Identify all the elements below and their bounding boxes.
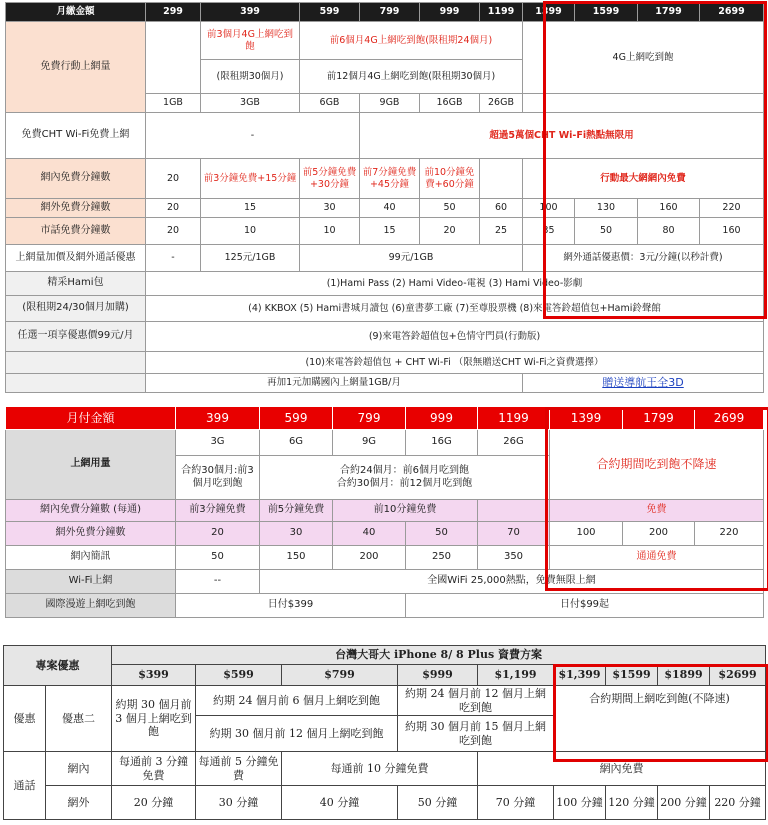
offnet-value: 50 (406, 522, 478, 546)
local-label: 市話免費分鐘數 (6, 218, 146, 245)
local-value: 50 (575, 218, 638, 245)
price-cell: $799 (282, 665, 398, 686)
offnet-value: 40 分鐘 (282, 786, 398, 820)
promo-599-line2: 前12個月4G上網吃到飽(限租期30個月) (300, 60, 523, 94)
price-cell: $2699 (710, 665, 766, 686)
price-cell: $1,399 (554, 665, 606, 686)
roam-value: 日付$99起 (406, 594, 764, 618)
sms-label: 網內簡訊 (6, 546, 176, 570)
sms-value: 200 (333, 546, 406, 570)
offnet-value: 20 (176, 522, 260, 546)
promo-30-month-b: 約期 30 個月前 15 個月上網吃到飽 (398, 716, 554, 752)
header-cell: 1799 (638, 3, 700, 22)
offnet-value: 70 (478, 522, 550, 546)
table2-header-row (6, 407, 764, 430)
onnet-value: 每通前 10 分鐘免費 (282, 752, 478, 786)
promo-599-line2: 合約30個月：前12個月吃到飽 (336, 477, 473, 489)
data-amount: 6GB (300, 94, 360, 113)
onnet-value: 前3分鐘免費+15分鐘 (201, 159, 300, 199)
promo-24-month-b: 約期 24 個月前 12 個月上網吃到飽 (398, 686, 554, 716)
wifi-high: 超過5萬個CHT Wi-Fi熱點無限用 (360, 113, 764, 159)
header-cell: 299 (146, 3, 201, 22)
hami-item: (4) KKBOX (5) Hami書城月讀包 (6)童書夢工廠 (7)至尊股票機 (8)來電答鈴超值包+Hami鈴聲館 (146, 296, 764, 322)
offnet-value: 130 (575, 199, 638, 218)
offnet-label: 網外 (46, 786, 112, 820)
sms-value: 350 (478, 546, 550, 570)
onnet-label: 網內 (46, 752, 112, 786)
promo-30-month: 約期 30 個月前 12 個月上網吃到飽 (196, 716, 398, 752)
offnet-value: 160 (638, 199, 700, 218)
wifi-value: 全國WiFi 25,000熱點，免費無限上網 (260, 570, 764, 594)
unlimited-4g: 4G上網吃到飽 (523, 22, 764, 94)
promo-599-line1: 前6個月4G上網吃到飽(限租期24個月) (300, 22, 523, 60)
onnet-value: 20 (146, 159, 201, 199)
offnet-label: 網外免費分鐘數 (6, 522, 176, 546)
header-cell: 799 (333, 407, 406, 430)
data-amount: 3GB (201, 94, 300, 113)
empty-cell (146, 22, 201, 94)
offnet-value: 40 (360, 199, 420, 218)
offnet-value: 200 分鐘 (658, 786, 710, 820)
onnet-free: 免費 (550, 500, 764, 522)
extra-value: 125元/1GB (201, 245, 300, 272)
table3-title: 台灣大哥大 iPhone 8/ 8 Plus 資費方案 (112, 646, 766, 665)
empty-cell (6, 374, 146, 393)
wifi-label: Wi-Fi上網 (6, 570, 176, 594)
header-cell: 599 (260, 407, 333, 430)
data-amount: 9GB (360, 94, 420, 113)
table1-header-row (6, 3, 764, 22)
category-call: 通話 (4, 752, 46, 820)
mobile-data-label: 免費行動上網量 (6, 22, 146, 113)
header-cell: 399 (176, 407, 260, 430)
promo-24-month: 約期 24 個月前 6 個月上網吃到飽 (196, 686, 398, 716)
price-cell: $999 (398, 665, 478, 686)
roam-label: 國際漫遊上網吃到飽 (6, 594, 176, 618)
local-value: 25 (480, 218, 523, 245)
hami-label: 精采Hami包 (6, 272, 146, 296)
offnet-value: 120 分鐘 (606, 786, 658, 820)
local-value: 160 (700, 218, 764, 245)
plan-table-3 (3, 645, 766, 820)
data-amount: 9G (333, 430, 406, 456)
header-cell: 2699 (700, 3, 764, 22)
navigation-link[interactable]: 贈送導航王全3D (523, 374, 764, 393)
onnet-label: 網內免費分鐘數 (6, 159, 146, 199)
offnet-value: 220 (695, 522, 764, 546)
extra-value: 網外通話優惠價：3元/分鐘(以秒計費) (523, 245, 764, 272)
sub-promo-label: 優惠二 (46, 686, 112, 752)
data-amount: 26GB (480, 94, 523, 113)
header-cell: 399 (201, 3, 300, 22)
onnet-value: 每通前 5 分鐘免費 (196, 752, 282, 786)
offnet-value: 40 (333, 522, 406, 546)
empty-cell (480, 159, 523, 199)
promo-399: 約期 30 個月前 3 個月上網吃到飽 (112, 686, 196, 752)
offnet-value: 50 (420, 199, 480, 218)
extra-value: 99元/1GB (300, 245, 523, 272)
table3-price-row (4, 665, 766, 686)
local-value: 10 (300, 218, 360, 245)
hami-label: 任選一項享優惠價99元/月 (6, 322, 146, 352)
promo-399-line1: 前3個月4G上網吃到飽 (201, 22, 300, 60)
price-cell: $1,199 (478, 665, 554, 686)
unlimited-contract: 合約期間上網吃到飽(不降速) (554, 686, 766, 752)
data-amount: 3G (176, 430, 260, 456)
offnet-value: 100 (523, 199, 575, 218)
offnet-value: 200 (623, 522, 695, 546)
extra-label: 上網量加價及網外通話優惠 (6, 245, 146, 272)
hami-item: (1)Hami Pass (2) Hami Video-電視 (3) Hami Video-影劇 (146, 272, 764, 296)
header-cell: 599 (300, 3, 360, 22)
local-value: 10 (201, 218, 300, 245)
onnet-value: 網內免費 (478, 752, 766, 786)
onnet-value: 前10分鐘免費 (333, 500, 478, 522)
price-cell: $599 (196, 665, 282, 686)
hami-item: (9)來電答鈴超值包+色情守門員(行動版) (146, 322, 764, 352)
empty-cell (523, 94, 764, 113)
promo-399: 合約30個月:前3個月吃到飽 (176, 456, 260, 500)
onnet-high: 行動最大網網內免費 (523, 159, 764, 199)
onnet-value: 每通前 3 分鐘免費 (112, 752, 196, 786)
corner-label: 專案優惠 (4, 646, 112, 686)
sms-value: 150 (260, 546, 333, 570)
empty-cell (6, 352, 146, 374)
header-cell: 月付金額 (6, 407, 176, 430)
header-cell: 1199 (480, 3, 523, 22)
promo-399-line2: (限租期30個月) (201, 60, 300, 94)
sms-value: 50 (176, 546, 260, 570)
data-amount: 16G (406, 430, 478, 456)
promo-599 (260, 456, 550, 500)
onnet-label: 網內免費分鐘數 (每通) (6, 500, 176, 522)
offnet-value: 30 (300, 199, 360, 218)
hami-item: (10)來電答鈴超值包 + CHT Wi-Fi （限無贈送CHT Wi-Fi之資費選擇） (146, 352, 764, 374)
local-value: 80 (638, 218, 700, 245)
header-cell: 1199 (478, 407, 550, 430)
promo-599-line1: 合約24個月：前6個月吃到飽 (339, 465, 470, 476)
offnet-value: 15 (201, 199, 300, 218)
data-amount: 26G (478, 430, 550, 456)
sms-value: 250 (406, 546, 478, 570)
header-cell: 1799 (623, 407, 695, 430)
offnet-value: 60 (480, 199, 523, 218)
price-cell: $399 (112, 665, 196, 686)
header-cell: 799 (360, 3, 420, 22)
roam-value: 日付$399 (176, 594, 406, 618)
offnet-value: 220 (700, 199, 764, 218)
local-value: 20 (420, 218, 480, 245)
local-value: 20 (146, 218, 201, 245)
header-cell: 999 (406, 407, 478, 430)
wifi-label: 免費CHT Wi-Fi免費上網 (6, 113, 146, 159)
header-cell: 999 (420, 3, 480, 22)
table3-title-row (4, 646, 766, 665)
offnet-value: 220 分鐘 (710, 786, 766, 820)
price-cell: $1599 (606, 665, 658, 686)
category-promo: 優惠 (4, 686, 46, 752)
offnet-value: 100 分鐘 (554, 786, 606, 820)
header-cell: 2699 (695, 407, 764, 430)
local-value: 15 (360, 218, 420, 245)
header-cell: 1399 (550, 407, 623, 430)
offnet-label: 網外免費分鐘數 (6, 199, 146, 218)
wifi-low: - (146, 113, 360, 159)
onnet-value: 前10分鐘免費+60分鐘 (420, 159, 480, 199)
offnet-value: 50 分鐘 (398, 786, 478, 820)
header-cell: 月繳金額 (6, 3, 146, 22)
wifi-value: -- (176, 570, 260, 594)
footer-left: 再加1元加購國內上網量1GB/月 (146, 374, 523, 393)
header-cell: 1599 (575, 3, 638, 22)
offnet-value: 30 分鐘 (196, 786, 282, 820)
data-label: 上網用量 (6, 430, 176, 500)
onnet-value: 前7分鐘免費+45分鐘 (360, 159, 420, 199)
offnet-value: 20 分鐘 (112, 786, 196, 820)
offnet-value: 30 (260, 522, 333, 546)
contract-unlimited: 合約期間吃到飽不降速 (550, 430, 764, 500)
data-amount: 16GB (420, 94, 480, 113)
onnet-value: 前5分鐘免費 (260, 500, 333, 522)
plan-table-1 (5, 2, 764, 393)
offnet-value: 70 分鐘 (478, 786, 554, 820)
data-amount: 1GB (146, 94, 201, 113)
plan-table-2 (5, 406, 764, 618)
local-value: 35 (523, 218, 575, 245)
offnet-value: 20 (146, 199, 201, 218)
header-cell: 1399 (523, 3, 575, 22)
empty-cell (478, 500, 550, 522)
price-cell: $1899 (658, 665, 710, 686)
hami-label: (限租期24/30個月加購) (6, 296, 146, 322)
sms-free: 通通免費 (550, 546, 764, 570)
data-amount: 6G (260, 430, 333, 456)
extra-value: - (146, 245, 201, 272)
onnet-value: 前3分鐘免費 (176, 500, 260, 522)
onnet-value: 前5分鐘免費+30分鐘 (300, 159, 360, 199)
offnet-value: 100 (550, 522, 623, 546)
